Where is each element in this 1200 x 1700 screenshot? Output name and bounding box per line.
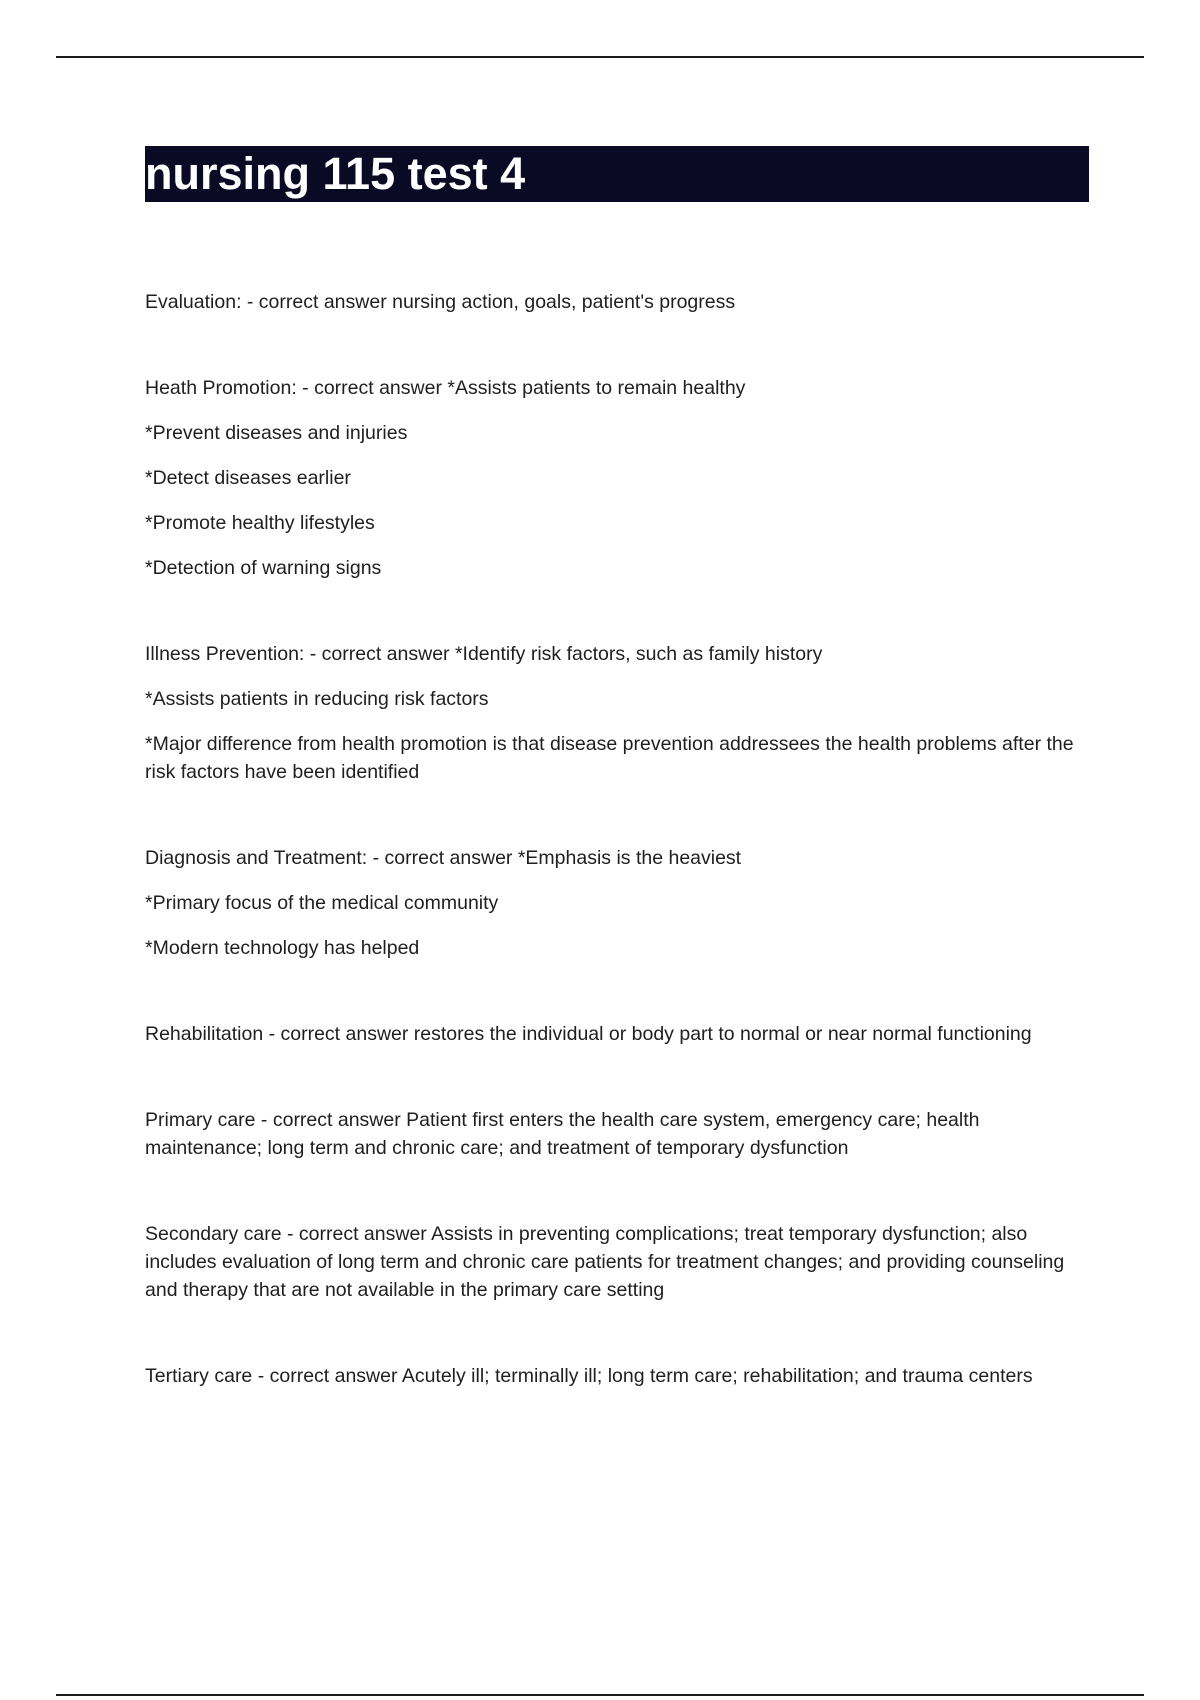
bottom-rule: [56, 1694, 1144, 1696]
qa-line: *Promote healthy lifestyles: [145, 512, 375, 534]
qa-list: [145, 288, 1095, 1448]
top-rule: [56, 56, 1144, 58]
qa-entry-tertiary-care: [145, 1362, 1095, 1390]
qa-line: *Assists patients in reducing risk factors: [145, 688, 489, 710]
qa-line: Primary care - correct answer Patient first enters the health care system, emergency care; health maintenance; long term and chronic care; and treatment of temporary dysfunction: [145, 1109, 980, 1159]
qa-entry-evaluation: [145, 288, 1095, 316]
qa-line: Diagnosis and Treatment: - correct answer *Emphasis is the heaviest: [145, 847, 742, 869]
qa-line: *Detect diseases earlier: [145, 467, 351, 489]
qa-line: *Modern technology has helped: [145, 937, 420, 959]
qa-line: *Major difference from health promotion is that disease prevention addressees the health problems after the risk factors have been identified: [145, 733, 1074, 783]
qa-entry-diagnosis-treatment: [145, 844, 1095, 962]
qa-line: Secondary care - correct answer Assists in preventing complications; treat temporary dysfunction; also includes evaluation of long term and chronic care patients for treatment changes; and providing counseling and therapy that are not available in the primary care setting: [145, 1223, 1065, 1301]
qa-entry-illness-prevention: [145, 640, 1095, 786]
qa-line: Rehabilitation - correct answer restores the individual or body part to normal or near normal functioning: [145, 1023, 1032, 1045]
document-title: nursing 115 test 4: [145, 148, 526, 199]
qa-entry-secondary-care: [145, 1220, 1095, 1304]
qa-entry-rehabilitation: [145, 1020, 1095, 1048]
qa-line: Illness Prevention: - correct answer *Identify risk factors, such as family history: [145, 643, 823, 665]
qa-entry-primary-care: [145, 1106, 1095, 1162]
title-banner: [145, 146, 1089, 202]
qa-line: *Primary focus of the medical community: [145, 892, 499, 914]
qa-line: Evaluation: - correct answer nursing action, goals, patient's progress: [145, 291, 736, 313]
qa-line: Heath Promotion: - correct answer *Assists patients to remain healthy: [145, 377, 746, 399]
qa-line: *Detection of warning signs: [145, 557, 382, 579]
qa-line: Tertiary care - correct answer Acutely ill; terminally ill; long term care; rehabilitation; and trauma centers: [145, 1365, 1033, 1387]
qa-line: *Prevent diseases and injuries: [145, 422, 408, 444]
qa-entry-health-promotion: [145, 374, 1095, 582]
